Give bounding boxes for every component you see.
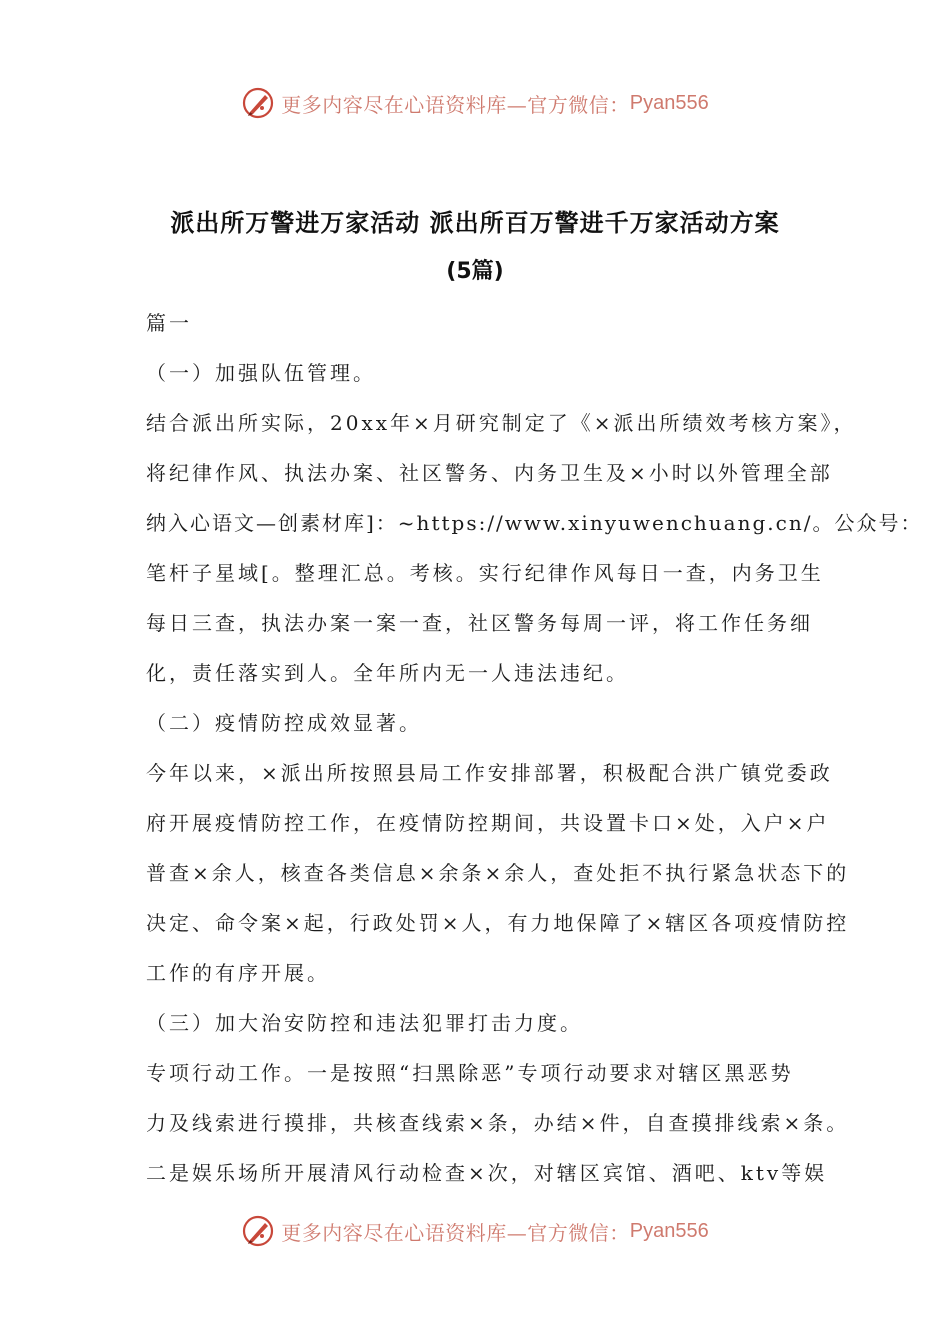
body-line: 二是娱乐场所开展清风行动检查×次，对辖区宾馆、酒吧、ktv等娱 [146, 1161, 828, 1185]
body-line: 纳入心语文—创素材库]：~https://www.xinyuwenchuang.cn/。公众号： [146, 511, 923, 535]
header-banner [0, 80, 950, 126]
body-line: 决定、命令案×起，行政处罚×人，有力地保障了×辖区各项疫情防控 [146, 911, 850, 935]
body-line: 结合派出所实际，20xx年×月研究制定了《×派出所绩效考核方案》， [146, 411, 857, 435]
footer-banner-wechat-id: Pyan556 [629, 1219, 709, 1242]
body-line: 专项行动工作。一是按照“扫黑除恶”专项行动要求对辖区黑恶势 [146, 1061, 794, 1085]
body-line: 府开展疫情防控工作，在疫情防控期间，共设置卡口×处，入户×户 [146, 811, 830, 835]
footer-banner [0, 1208, 950, 1254]
document-title: 派出所万警进万家活动 派出所百万警进千万家活动方案 [170, 209, 780, 237]
footer-banner-text: 更多内容尽在心语资料库—官方微信： [281, 1220, 630, 1245]
document-body [146, 298, 923, 1198]
body-line: （一）加强队伍管理。 [146, 361, 376, 385]
body-line: 化，责任落实到人。全年所内无一人违法违纪。 [146, 661, 629, 685]
body-line: 工作的有序开展。 [146, 961, 330, 985]
header-banner-wechat-id: Pyan556 [629, 91, 709, 114]
pen-seal-logo-icon [241, 1214, 275, 1248]
body-line: 篇一 [146, 311, 192, 335]
pen-seal-logo-icon [241, 86, 275, 120]
body-line: （三）加大治安防控和违法犯罪打击力度。 [146, 1011, 583, 1035]
header-banner-text: 更多内容尽在心语资料库—官方微信： [281, 92, 630, 117]
body-line: 笔杆子星域[。整理汇总。考核。实行纪律作风每日一查，内务卫生 [146, 561, 824, 585]
body-line: 普查×余人，核查各类信息×余条×余人，查处拒不执行紧急状态下的 [146, 861, 850, 885]
document-subtitle: (5篇) [446, 259, 504, 284]
body-line: 将纪律作风、执法办案、社区警务、内务卫生及×小时以外管理全部 [146, 461, 833, 485]
body-line: 每日三查，执法办案一案一查，社区警务每周一评，将工作任务细 [146, 611, 813, 635]
body-line: （二）疫情防控成效显著。 [146, 711, 422, 735]
body-line: 力及线索进行摸排，共核查线索×条，办结×件，自查摸排线索×条。 [146, 1111, 850, 1135]
body-line: 今年以来，×派出所按照县局工作安排部署，积极配合洪广镇党委政 [146, 761, 833, 785]
